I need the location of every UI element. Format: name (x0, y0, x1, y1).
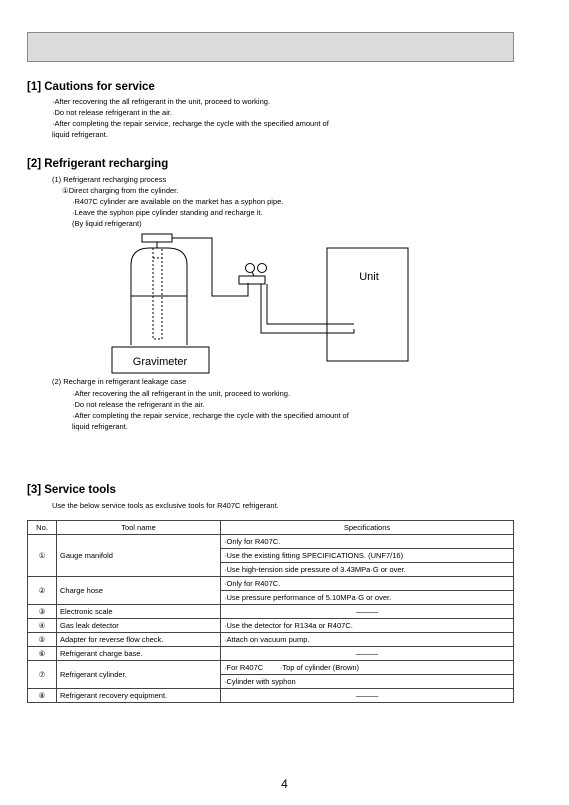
row-spec: ——— (221, 605, 514, 619)
row-spec: ·Attach on vacuum pump. (221, 633, 514, 647)
table-row (28, 577, 514, 591)
row-no: ⑤ (28, 633, 57, 647)
table-row (28, 619, 514, 633)
row-spec: ·Only for R407C. (221, 577, 514, 591)
section3-intro: Use the below service tools as exclusive tools for R407C refrigerant. (52, 501, 279, 510)
unit-hose-path (261, 284, 354, 333)
section2-sub1-item: ①Direct charging from the cylinder. (62, 186, 179, 195)
table-row (28, 647, 514, 661)
table-row (28, 689, 514, 703)
row-spec: ·Only for R407C. (221, 535, 514, 549)
header-specifications: Specifications (221, 521, 514, 535)
gauge-manifold-body (239, 276, 265, 284)
row-spec: ·Use pressure performance of 5.10MPa·G or over. (221, 591, 514, 605)
row-spec: ·For R407C ·Top of cylinder (Brown) (221, 661, 514, 675)
row-tool-name: Refrigerant recovery equipment. (57, 689, 221, 703)
table-row (28, 633, 514, 647)
section1-line: ·After completing the repair service, recharge the cycle with the specified amount of (52, 119, 329, 128)
table-row (28, 661, 514, 675)
row-tool-name: Refrigerant cylinder. (57, 661, 221, 689)
row-no: ② (28, 577, 57, 605)
table-header-row (28, 521, 514, 535)
syphon-pipe (153, 248, 162, 339)
row-tool-name: Electronic scale (57, 605, 221, 619)
page-number: 4 (281, 777, 288, 791)
table-row (28, 605, 514, 619)
section1-title: [1] Cautions for service (27, 81, 155, 93)
row-spec: ·Use the existing fitting SPECIFICATIONS. (UNF7/16) (221, 549, 514, 563)
row-spec: ·Cylinder with syphon (221, 675, 514, 689)
row-spec: ——— (221, 647, 514, 661)
section1-line: liquid refrigerant. (52, 130, 108, 139)
service-tools-table (27, 520, 514, 703)
row-no: ⑦ (28, 661, 57, 689)
row-tool-name: Adapter for reverse flow check. (57, 633, 221, 647)
row-tool-name: Refrigerant charge base. (57, 647, 221, 661)
section1-line: ·Do not release refrigerant in the air. (52, 108, 173, 117)
row-spec: ·Use high-tension side pressure of 3.43MPa·G or over. (221, 563, 514, 577)
header-tool-name: Tool name (57, 521, 221, 535)
row-no: ④ (28, 619, 57, 633)
cylinder-valve (142, 234, 172, 242)
gauge-right (258, 264, 267, 273)
section2-sub2-line: ·Do not release the refrigerant in the air. (72, 400, 205, 409)
charge-hose-path (172, 238, 248, 296)
section3-title: [3] Service tools (27, 484, 116, 496)
unit-label: Unit (359, 271, 379, 283)
section2-sub1: (1) Refrigerant recharging process (52, 175, 167, 184)
row-tool-name: Gauge manifold (57, 535, 221, 577)
row-tool-name: Gas leak detector (57, 619, 221, 633)
row-no: ③ (28, 605, 57, 619)
section1-line: ·After recovering the all refrigerant in the unit, proceed to working. (52, 97, 271, 106)
header-no: No. (28, 521, 57, 535)
section2-sub1-line: ·Leave the syphon pipe cylinder standing and recharge it. (72, 208, 263, 217)
section2-title: [2] Refrigerant recharging (27, 158, 169, 170)
unit-box (327, 248, 408, 361)
row-no: ⑧ (28, 689, 57, 703)
gauge-left (246, 264, 255, 273)
section2-sub2: (2) Recharge in refrigerant leakage case (52, 377, 187, 386)
section2-sub2-line: liquid refrigerant. (72, 422, 128, 431)
table-row (28, 535, 514, 549)
section2-sub1-line: ·R407C cylinder are available on the market has a syphon pipe. (72, 197, 284, 206)
row-no: ⑥ (28, 647, 57, 661)
section2-sub2-line: ·After recovering the all refrigerant in the unit, proceed to working. (72, 389, 291, 398)
row-spec: ·Use the detector for R134a or R407C. (221, 619, 514, 633)
gravimeter-label: Gravimeter (132, 356, 188, 368)
row-spec: ——— (221, 689, 514, 703)
row-no: ① (28, 535, 57, 577)
section2-sub1-line: (By liquid refrigerant) (72, 219, 142, 228)
section2-sub2-line: ·After completing the repair service, recharge the cycle with the specified amount of (72, 411, 349, 420)
row-tool-name: Charge hose (57, 577, 221, 605)
